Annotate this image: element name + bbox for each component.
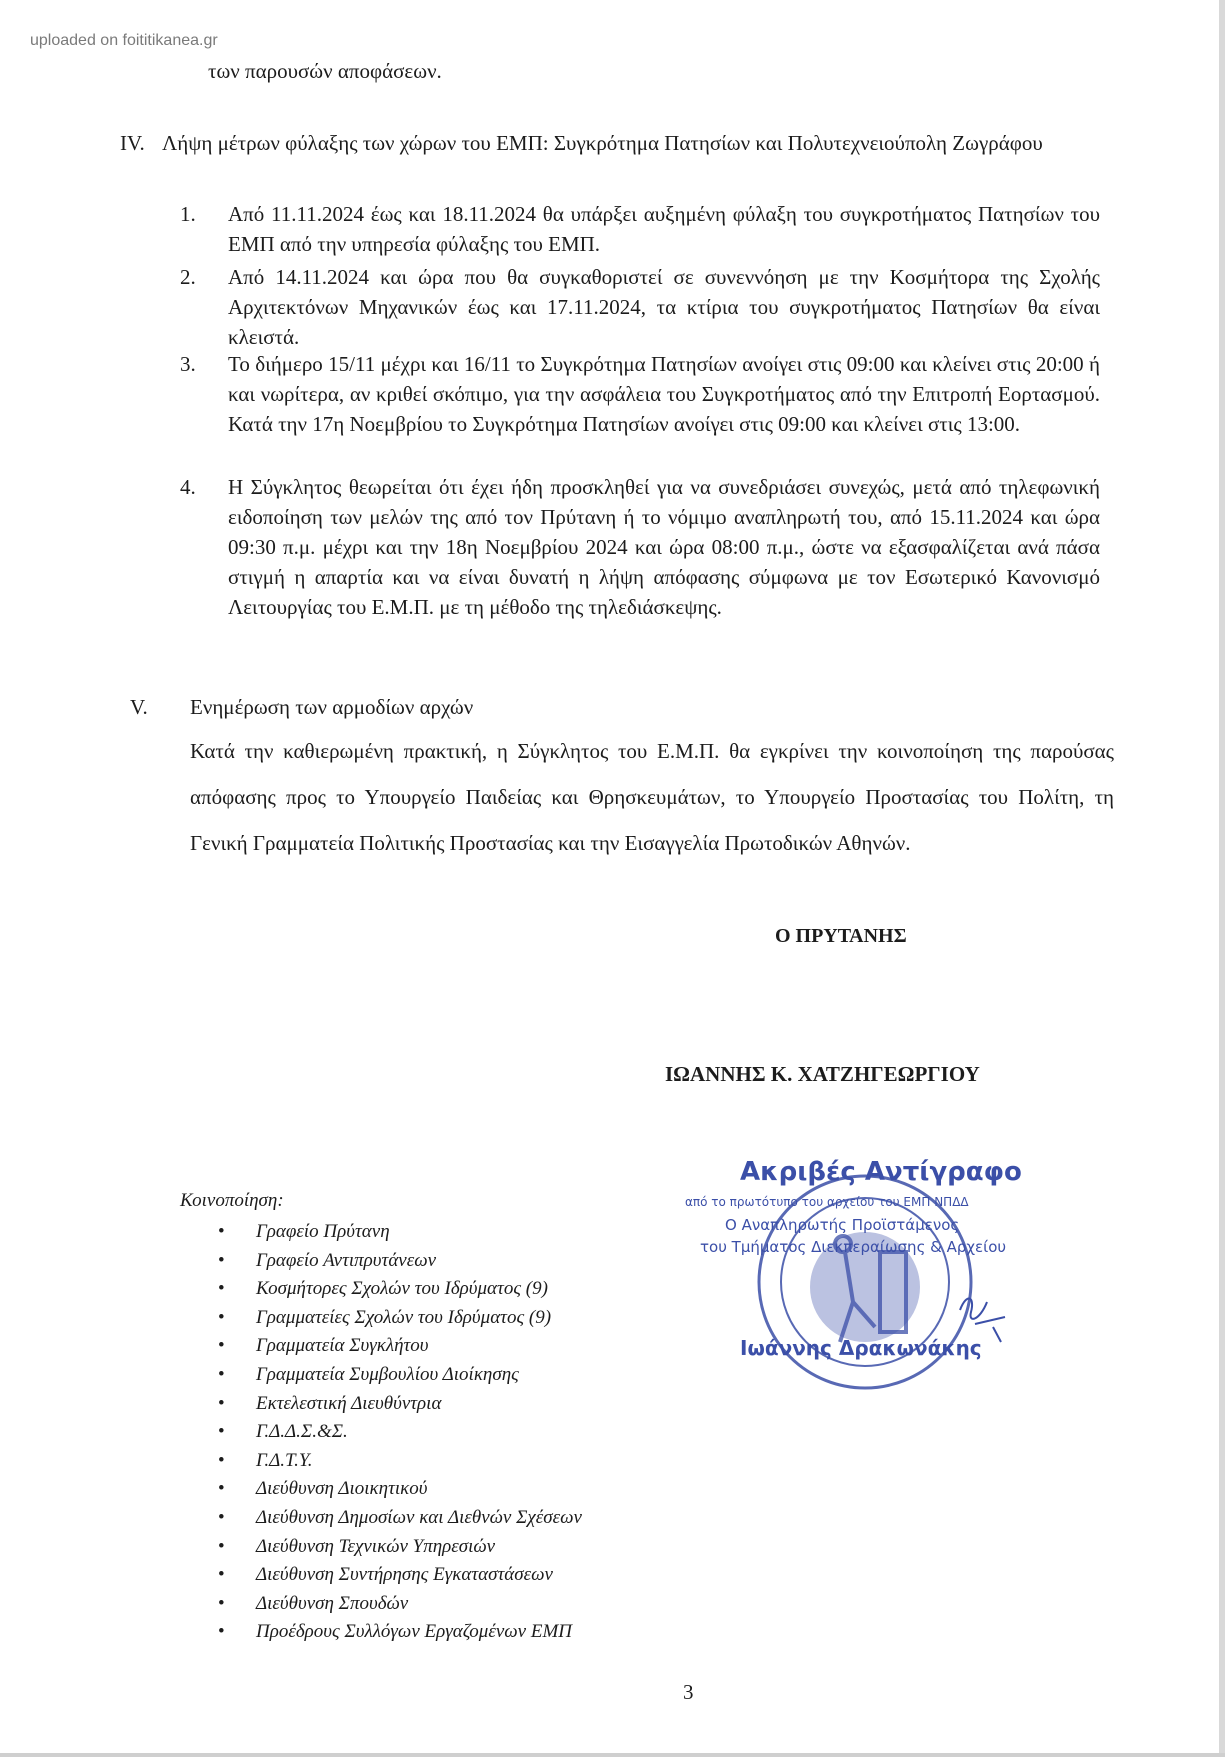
- item-text: Από 11.11.2024 έως και 18.11.2024 θα υπάρξει αυξημένη φύλαξη του συγκροτήματος Πατησίων του ΕΜΠ από την υπηρεσία φύλαξης του ΕΜΠ.: [228, 202, 1100, 256]
- item-number: 4.: [180, 475, 196, 499]
- page-number: 3: [683, 1680, 694, 1704]
- bullet-icon: •: [218, 1564, 225, 1586]
- scan-edge: [1219, 0, 1225, 1757]
- distribution-item-text: Κοσμήτορες Σχολών του Ιδρύματος (9): [256, 1278, 548, 1300]
- distribution-item-text: Διεύθυνση Διοικητικού: [256, 1478, 428, 1500]
- section-iv-title: Λήψη μέτρων φύλαξης των χώρων του ΕΜΠ: Συγκρότημα Πατησίων και Πολυτεχνειούπολη Ζωγράφου: [162, 131, 1043, 155]
- list-item: [180, 199, 1100, 259]
- stamp-heading: Ακριβές Αντίγραφο: [740, 1157, 1022, 1187]
- list-item: [180, 262, 1100, 352]
- bullet-icon: •: [218, 1449, 225, 1471]
- distribution-item-text: Γ.Δ.Τ.Υ.: [256, 1449, 313, 1471]
- signatory-title: Ο ΠΡΥΤΑΝΗΣ: [775, 925, 907, 947]
- list-item: [180, 472, 1100, 622]
- bullet-icon: •: [218, 1421, 225, 1443]
- certified-copy-stamp: [675, 1152, 1050, 1414]
- distribution-item: [218, 1618, 582, 1647]
- bullet-icon: •: [218, 1392, 225, 1414]
- distribution-item-text: Γραμματείες Σχολών του Ιδρύματος (9): [256, 1306, 552, 1328]
- distribution-item-text: Προέδρους Συλλόγων Εργαζομένων ΕΜΠ: [256, 1621, 573, 1643]
- distribution-item: [218, 1361, 582, 1390]
- distribution-label: Κοινοποίηση:: [180, 1190, 284, 1211]
- distribution-item: [218, 1533, 582, 1562]
- distribution-item-text: Διεύθυνση Δημοσίων και Διεθνών Σχέσεων: [256, 1506, 582, 1528]
- distribution-item-text: Εκτελεστική Διευθύντρια: [256, 1392, 442, 1414]
- bullet-icon: •: [218, 1335, 225, 1357]
- distribution-item: [218, 1475, 582, 1504]
- distribution-item: [218, 1332, 582, 1361]
- section-iv-numeral: IV.: [120, 131, 145, 155]
- distribution-item-text: Γραφείο Πρύτανη: [256, 1221, 390, 1242]
- distribution-item-text: Διεύθυνση Συντήρησης Εγκαταστάσεων: [256, 1564, 553, 1586]
- bullet-icon: •: [218, 1535, 225, 1557]
- item-text: Η Σύγκλητος θεωρείται ότι έχει ήδη προσκληθεί για να συνεδριάσει συνεχώς, μετά από τηλεφωνική ειδοποίηση των μελών της από τον Πρύτανη ή το νόμιμο αναπληρωτή του, από 15.11.2024 και ώρα 09:30 π.μ. μέχρι και την 18η Νοεμβρίου 2024 και ώρα 08:00 π.μ., ώστε να εξασφαλίζεται ανά πάσα στιγμή η απαρτία και να είναι δυνατή η λήψη απόφασης σύμφωνα με τον Εσωτερικό Κανονισμό Λειτουργίας του Ε.Μ.Π. με τη μέθοδο της τηλεδιάσκεψης.: [228, 475, 1100, 619]
- bullet-icon: •: [218, 1249, 225, 1271]
- item-text: Από 14.11.2024 και ώρα που θα συγκαθοριστεί σε συνεννόηση με την Κοσμήτορα της Σχολής Αρχιτεκτόνων Μηχανικών έως και 17.11.2024, τα κτίρια του συγκροτήματος Πατησίων θα είναι κλειστά.: [228, 265, 1100, 349]
- stamp-role-text: Ο Αναπληρωτής Προϊστάμενος: [725, 1216, 960, 1234]
- distribution-item: [218, 1504, 582, 1533]
- item-number: 3.: [180, 352, 196, 376]
- continuation-text: των παρουσών αποφάσεων.: [208, 59, 442, 83]
- watermark: uploaded on foititikanea.gr: [30, 32, 218, 49]
- item-text: Το διήμερο 15/11 μέχρι και 16/11 το Συγκρότημα Πατησίων ανοίγει στις 09:00 και κλείνει στις 20:00 ή και νωρίτερα, αν κριθεί σκόπιμο, για την ασφάλεια του Συγκροτήματος από την Επιτροπή Εορτασμού. Κατά την 17η Νοεμβρίου το Συγκρότημα Πατησίων ανοίγει στις 09:00 και κλείνει στις 13:00.: [228, 352, 1100, 436]
- bullet-icon: •: [218, 1478, 225, 1500]
- bullet-icon: •: [218, 1278, 225, 1300]
- stamp-signer-name: Ιωάννης Δρακωνάκης: [740, 1336, 982, 1360]
- distribution-item: [218, 1304, 582, 1333]
- distribution-item-text: Διεύθυνση Σπουδών: [256, 1592, 409, 1614]
- bullet-icon: •: [218, 1306, 225, 1328]
- distribution-list: [218, 1218, 582, 1647]
- distribution-item-text: Γραμματεία Συγκλήτου: [256, 1335, 429, 1357]
- scan-edge-bottom: [0, 1753, 1225, 1757]
- distribution-item-text: Διεύθυνση Τεχνικών Υπηρεσιών: [256, 1535, 496, 1557]
- distribution-item: [218, 1275, 582, 1304]
- section-v-title: Ενημέρωση των αρμοδίων αρχών: [190, 695, 474, 719]
- list-item: [180, 349, 1100, 439]
- stamp-department-text: του Τμήματος Διεκπεραίωσης & Αρχείου: [700, 1238, 1007, 1256]
- item-number: 1.: [180, 202, 196, 226]
- item-number: 2.: [180, 265, 196, 289]
- bullet-icon: •: [218, 1221, 225, 1242]
- distribution-item: [218, 1390, 582, 1419]
- section-v-body: Κατά την καθιερωμένη πρακτική, η Σύγκλητος του Ε.Μ.Π. θα εγκρίνει την κοινοποίηση της παρούσας απόφασης προς το Υπουργείο Παιδείας και Θρησκευμάτων, το Υπουργείο Προστασίας του Πολίτη, τη Γενική Γραμματεία Πολιτικής Προστασίας και την Εισαγγελία Πρωτοδικών Αθηνών.: [190, 739, 1114, 855]
- bullet-icon: •: [218, 1592, 225, 1614]
- distribution-item-text: Γραφείο Αντιπρυτάνεων: [256, 1249, 437, 1271]
- bullet-icon: •: [218, 1506, 225, 1528]
- distribution-item: [218, 1561, 582, 1590]
- distribution-item: [218, 1590, 582, 1619]
- distribution-item-text: Γ.Δ.Δ.Σ.&Σ.: [256, 1421, 348, 1443]
- signatory-name: ΙΩΑΝΝΗΣ Κ. ΧΑΤΖΗΓΕΩΡΓΙΟΥ: [665, 1062, 980, 1086]
- distribution-item-text: Γραμματεία Συμβουλίου Διοίκησης: [256, 1363, 519, 1385]
- distribution-item: [218, 1218, 582, 1247]
- distribution-item: [218, 1247, 582, 1276]
- bullet-icon: •: [218, 1363, 225, 1385]
- section-v-numeral: V.: [130, 695, 148, 719]
- distribution-item: [218, 1447, 582, 1476]
- distribution-item: [218, 1418, 582, 1447]
- bullet-icon: •: [218, 1621, 225, 1643]
- stamp-origin-text: από το πρωτότυπο του αρχείου του ΕΜΠ ΝΠΔΔ: [685, 1195, 969, 1209]
